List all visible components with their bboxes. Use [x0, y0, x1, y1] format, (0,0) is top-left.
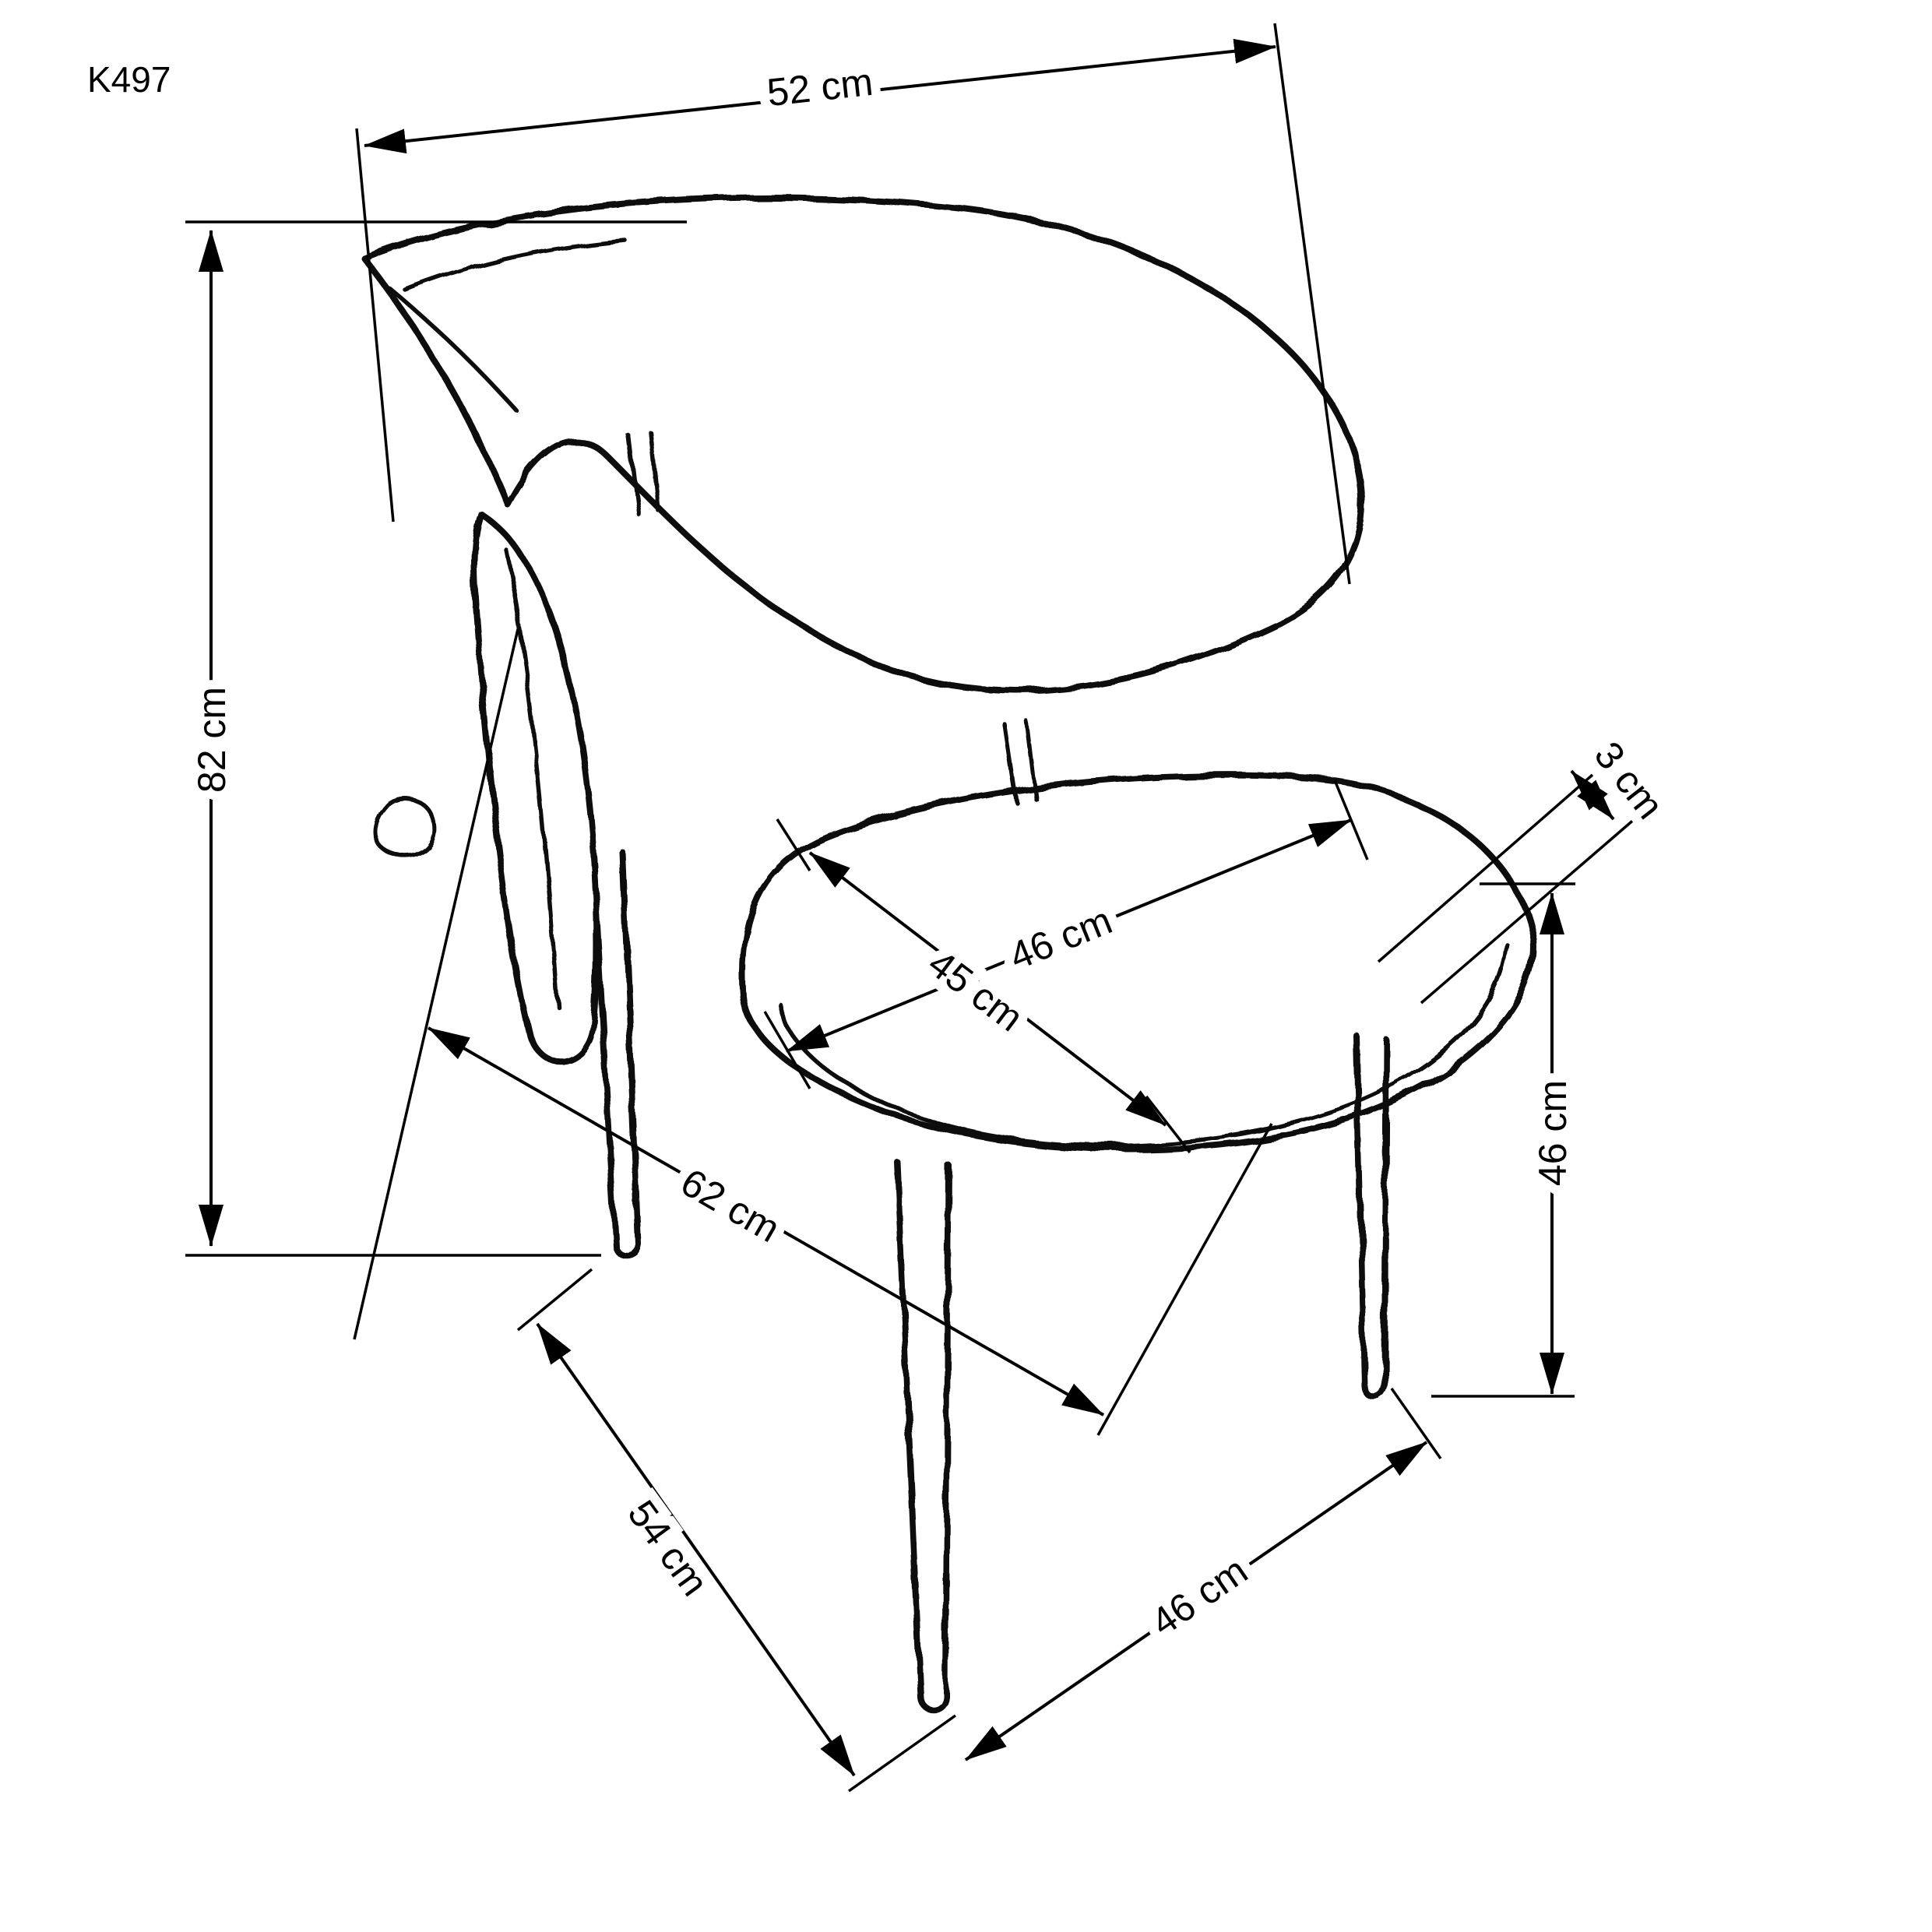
chair-leg-front-left [897, 1162, 948, 1709]
dimension-seat-depth-label: 45 cm [920, 941, 1032, 1040]
chair-backrest-outline [364, 198, 1362, 691]
extension-line-front-left-foot-tick [849, 1716, 955, 1791]
dimension-leg-span-side-label: 54 cm [619, 1492, 717, 1604]
extension-line-leg-side-top-tick [518, 1269, 592, 1330]
chair-backrest-left-wing [474, 514, 596, 1061]
dimension-total-depth-label: 62 cm [674, 1160, 787, 1251]
dimension-seat-height-label: 46 cm [1531, 1079, 1575, 1187]
extension-line-backrest-width-right [1275, 23, 1350, 584]
dimension-total-height-label: 82 cm [190, 686, 234, 794]
chair-backrest-top-seam [405, 240, 625, 290]
extension-line-total-depth-right [1098, 1124, 1272, 1435]
extension-line-thickness-lower [1421, 808, 1647, 1003]
extension-line-total-depth-left [354, 629, 518, 1339]
dimension-leg-span-front-label: 46 cm [1143, 1548, 1255, 1645]
extension-line-backrest-width-left [357, 128, 393, 522]
dimension-backrest-thickness-label: 3 cm [1585, 734, 1673, 827]
product-code-label: K497 [87, 59, 171, 100]
chair-underseat-bracket [375, 797, 435, 856]
chair-leg-back-left [593, 853, 639, 1255]
dimension-backrest-width-label: 52 cm [765, 59, 875, 115]
dimension-seat-width-label: 46 cm [1003, 898, 1118, 979]
